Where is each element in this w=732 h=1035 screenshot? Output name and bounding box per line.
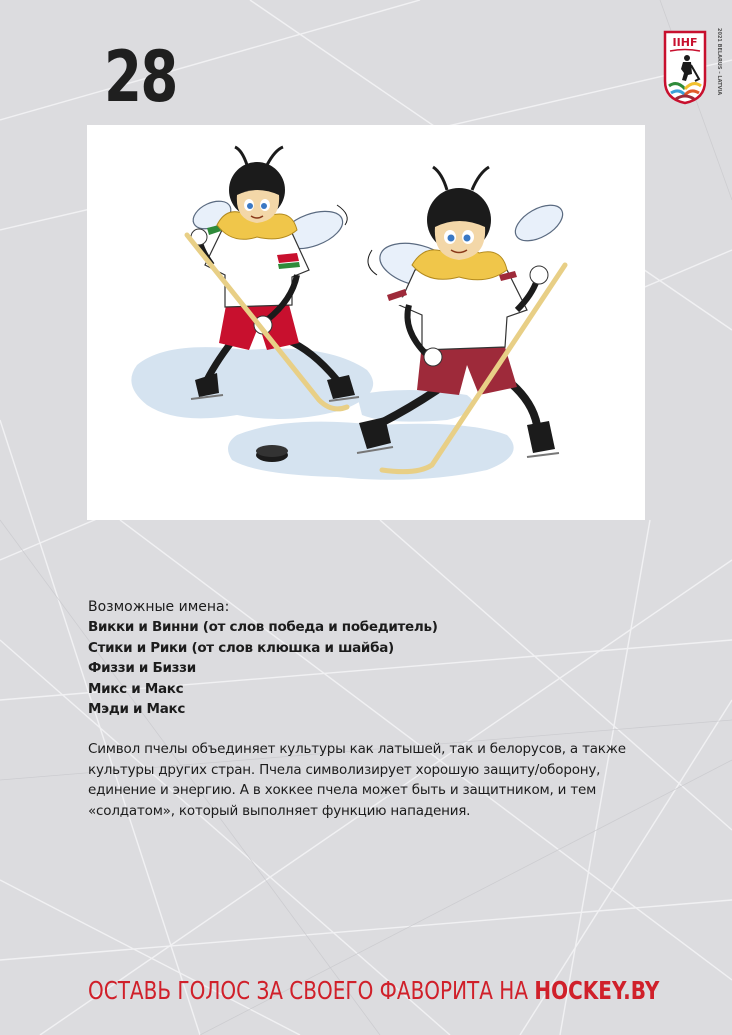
- name-option: Микс и Макс: [88, 680, 184, 697]
- mascot-description: Символ пчелы объединяет культуры как латышей, так и белорусов, а также культуры других стран. Пчела символизирует хорошую защиту/оборону, единение и энергию. А в хоккее пчела может быть и защитником, и тем «солдатом», который выполняет функцию нападения.: [88, 741, 626, 819]
- name-option: Мэди и Макс: [88, 701, 186, 717]
- names-list: [88, 617, 648, 720]
- vote-call-to-action: [88, 976, 660, 1005]
- name-option: Викки и Винни (от слов победа и победитель): [88, 619, 438, 635]
- cta-site-link[interactable]: HOCKEY.BY: [534, 976, 660, 1005]
- cta-text: ОСТАВЬ ГОЛОС ЗА СВОЕГО ФАВОРИТА НА: [88, 976, 535, 1005]
- possible-names-section: [88, 597, 648, 720]
- logo-side-text: 2021 BELARUS – LATVIA: [716, 28, 722, 96]
- name-option: Стики и Рики (от слов клюшка и шайба): [88, 639, 394, 656]
- iihf-world-championship-logo: [661, 29, 709, 105]
- page-number: 28: [104, 36, 177, 118]
- logo-text: IIHF: [672, 36, 698, 49]
- bee-mascots-playing-hockey-illustration: [87, 125, 645, 520]
- mascot-artwork: [87, 125, 645, 520]
- name-option: Физзи и Биззи: [88, 660, 196, 676]
- names-heading: Возможные имена:: [88, 599, 230, 615]
